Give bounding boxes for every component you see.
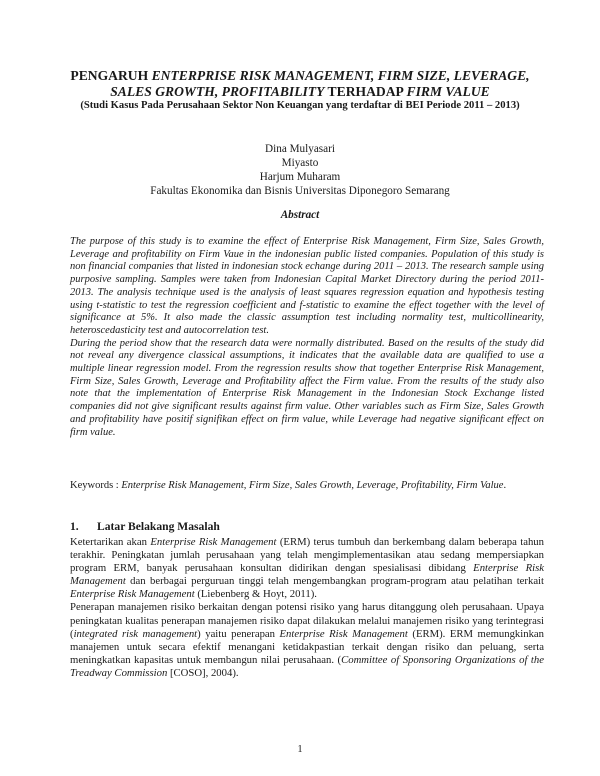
section-heading	[70, 520, 544, 533]
abstract-paragraph: The purpose of this study is to examine the effect of Enterprise Risk Management, Firm Size, Sales Growth, Leverage and profitability on Firm Vaue in the indonesian public listed companies. Population of this study is non financial companies that listed in indonesian stock echange during 2011 – 2013. The research sample using purposive sampling. Samples were taken from Indonesian Capital Market Directory during the period 2011-2013. The analysis technique used is the analysis of least squares regression equation and hypothesis testing using t-statistic to test the regression coefficient and f-statistic to examine the effect together with the level of significance at 5%. It also made the classic assumption test including normality test, multicollinearity, heteroscedasticity test and autocorrelation test.	[70, 236, 544, 336]
author-affiliation: Fakultas Ekonomika dan Bisnis Universitas Diponegoro Semarang	[150, 185, 450, 197]
paper-title: PENGARUH ENTERPRISE RISK MANAGEMENT, FIRM SIZE, LEVERAGE, SALES GROWTH, PROFITABILITY TERHADAP FIRM VALUE	[70, 68, 530, 99]
body-paragraph: Penerapan manajemen risiko berkaitan dengan potensi risiko yang harus ditanggung oleh perusahaan. Upaya peningkatan kualitas penerapan manajemen risiko dapat dilakukan melalui manajemen risiko yang terintegrasi (integrated risk management) yaitu penerapan Enterprise Risk Management (ERM). ERM memungkinkan manajemen untuk secara efektif menangani ketidakpastian terkait dengan risiko dan peluang, serta meningkatkan kapasitas untuk membangun nilai perusahaan. (Committee of Sponsoring Organizations of the Treadway Commission [COSO], 2004).	[70, 601, 544, 679]
abstract-heading: Abstract	[280, 209, 320, 221]
abstract-text	[70, 236, 544, 439]
author-name: Harjum Muharam	[259, 171, 341, 183]
keywords-terms: Enterprise Risk Management, Firm Size, Sales Growth, Leverage, Profitability, Firm Value	[121, 480, 504, 491]
page-number: 1	[297, 744, 303, 755]
section-number: 1.	[70, 520, 79, 533]
keywords-label: Keywords :	[70, 480, 122, 491]
body-paragraph: Ketertarikan akan Enterprise Risk Management (ERM) terus tumbuh dan berkembang dalam beberapa tahun terakhir. Peningkatan jumlah perusahaan yang telah mengimplementasikan atau sedang mempersiapkan program ERM, banyak perusahaan konsultan didirikan dengan spesialisasi dibidang Enterprise Risk Management dan berbagai perguruan tinggi telah mengembangkan program-program atau pelatihan terkait Enterprise Risk Management (Liebenberg & Hoyt, 2011).	[70, 536, 544, 601]
author-block	[60, 142, 540, 198]
section-title: Latar Belakang Masalah	[97, 520, 220, 533]
author-name: Miyasto	[281, 157, 319, 169]
abstract-paragraph: During the period show that the research data were normally distributed. Based on the results of the study did not reveal any divergence classical assumptions, it indicates that the available data are qualified to use a multiple linear regression model. From the regression results show that together Enterprise Risk Management, Firm Size, Sales Growth, Leverage and Profitability affect the Firm value. From the results of the study also note that the implementation of Enterprise Risk Management in the Indonesian Stock Exchange listed companies did not give significant results against firm value. Other variables such as Firm Size, Sales Growth and profitability have positif signifikan effect on firm value, while Leverage had negative significant effect on firm value.	[70, 337, 544, 438]
keywords: Keywords : Enterprise Risk Management, Firm Size, Sales Growth, Leverage, Profitability, Firm Value.	[70, 480, 507, 491]
body-text	[70, 536, 544, 680]
author-name: Dina Mulyasari	[265, 143, 335, 155]
paper-subtitle: (Studi Kasus Pada Perusahaan Sektor Non Keuangan yang terdaftar di BEI Periode 2011 – 2013)	[80, 100, 520, 111]
